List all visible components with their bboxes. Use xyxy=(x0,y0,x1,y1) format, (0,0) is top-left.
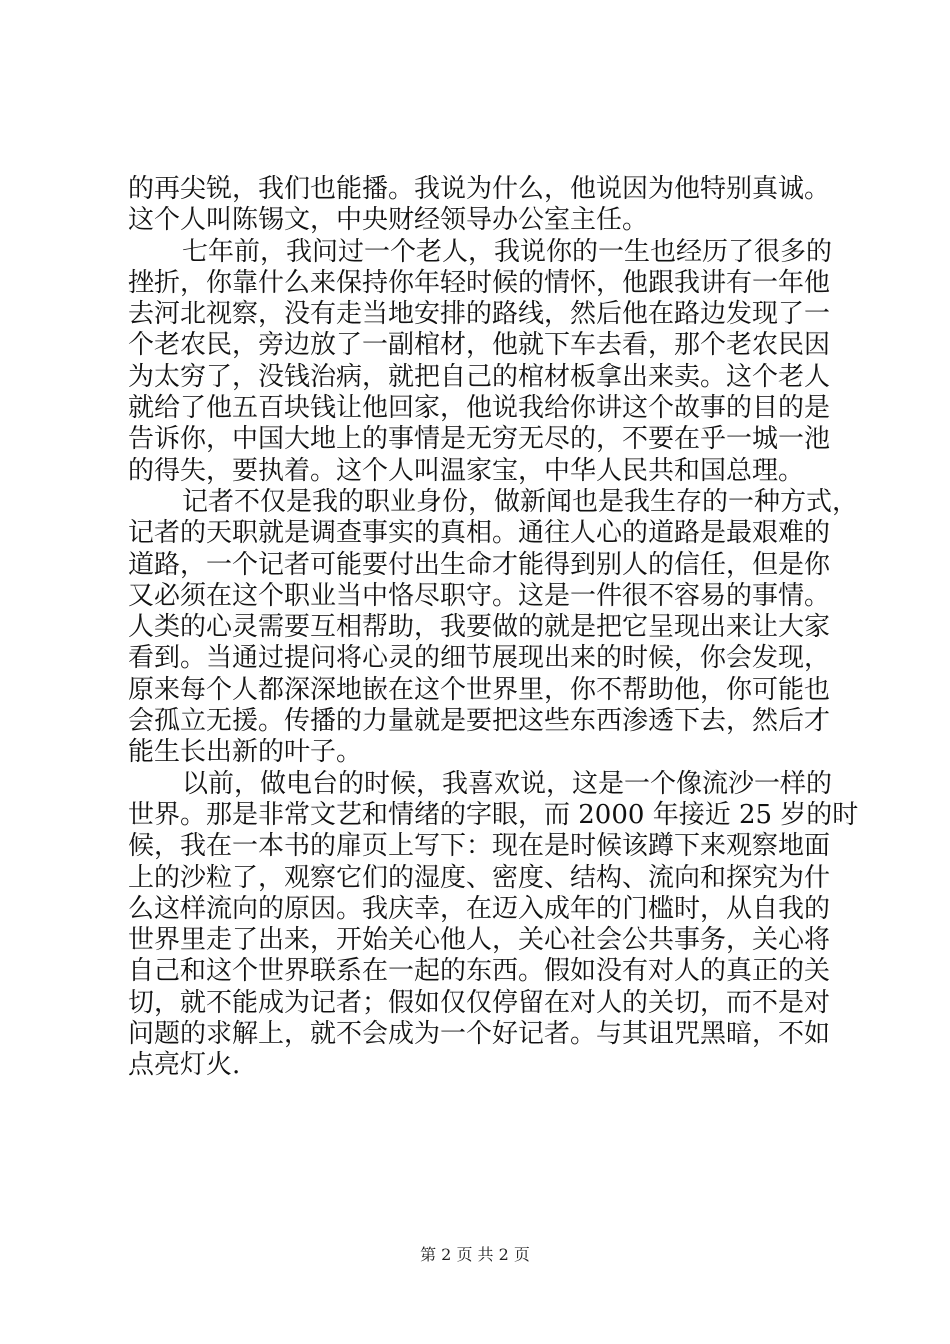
text-line: 看到。当通过提问将心灵的细节展现出来的时候，你会发现， xyxy=(128,643,831,674)
text-line: 这个人叫陈锡文，中央财经领导办公室主任。 xyxy=(128,205,649,236)
text-line: 记者不仅是我的职业身份，做新闻也是我生存的一种方式， xyxy=(182,486,859,517)
text-line: 么这样流向的原因。我庆幸，在迈入成年的门槛时，从自我的 xyxy=(128,893,831,924)
text-line: 的再尖锐，我们也能播。我说为什么，他说因为他特别真诚。 xyxy=(128,174,831,204)
text-line: 世界里走了出来，开始关心他人，关心社会公共事务，关心将 xyxy=(128,925,831,956)
text-line: 人类的心灵需要互相帮助，我要做的就是把它呈现出来让大家 xyxy=(128,612,831,643)
text-line: 去河北视察，没有走当地安排的路线，然后他在路边发现了一 xyxy=(128,299,831,330)
text-line: 为太穷了，没钱治病，就把自己的棺材板拿出来卖。这个老人 xyxy=(128,361,831,392)
text-line: 上的沙粒了，观察它们的湿度、密度、结构、流向和探究为什 xyxy=(128,862,831,893)
text-line: 以前，做电台的时候，我喜欢说，这是一个像流沙一样的 xyxy=(182,768,833,799)
text-line: 问题的求解上，就不会成为一个好记者。与其诅咒黑暗，不如 xyxy=(128,1019,831,1050)
text-line: 挫折，你靠什么来保持你年轻时候的情怀，他跟我讲有一年他 xyxy=(128,267,831,298)
text-line: 又必须在这个职业当中恪尽职守。这是一件很不容易的事情。 xyxy=(128,580,831,611)
text-line: 七年前，我问过一个老人，我说你的一生也经历了很多的 xyxy=(182,236,833,267)
text-line: 记者的天职就是调查事实的真相。通往人心的道路是最艰难的 xyxy=(128,518,831,549)
text-line: 自己和这个世界联系在一起的东西。假如没有对人的真正的关 xyxy=(128,956,831,987)
text-line: 候，我在一本书的扉页上写下：现在是时候该蹲下来观察地面 xyxy=(128,831,831,862)
text-line: 告诉你，中国大地上的事情是无穷无尽的，不要在乎一城一池 xyxy=(128,424,831,455)
text-line: 道路，一个记者可能要付出生命才能得到别人的信任，但是你 xyxy=(128,549,831,580)
text-line: 原来每个人都深深地嵌在这个世界里，你不帮助他，你可能也 xyxy=(128,674,831,705)
text-line: 点亮灯火. xyxy=(128,1050,241,1081)
text-line: 的得失，要执着。这个人叫温家宝，中华人民共和国总理。 xyxy=(128,455,805,486)
text-line: 个老农民，旁边放了一副棺材，他就下车去看，那个老农民因 xyxy=(128,330,831,361)
document-body xyxy=(128,174,859,1082)
text-line: 能生长出新的叶子。 xyxy=(128,737,363,768)
text-line: 会孤立无援。传播的力量就是要把这些东西渗透下去，然后才 xyxy=(128,706,831,737)
text-line: 切，就不能成为记者；假如仅仅停留在对人的关切，而不是对 xyxy=(128,987,831,1018)
text-line: 就给了他五百块钱让他回家，他说我给你讲这个故事的目的是 xyxy=(128,393,831,424)
page-footer: 第 2 页 共 2 页 xyxy=(420,1245,530,1264)
text-line: 世界。那是非常文艺和情绪的字眼，而 2000 年接近 25 岁的时 xyxy=(128,799,859,830)
